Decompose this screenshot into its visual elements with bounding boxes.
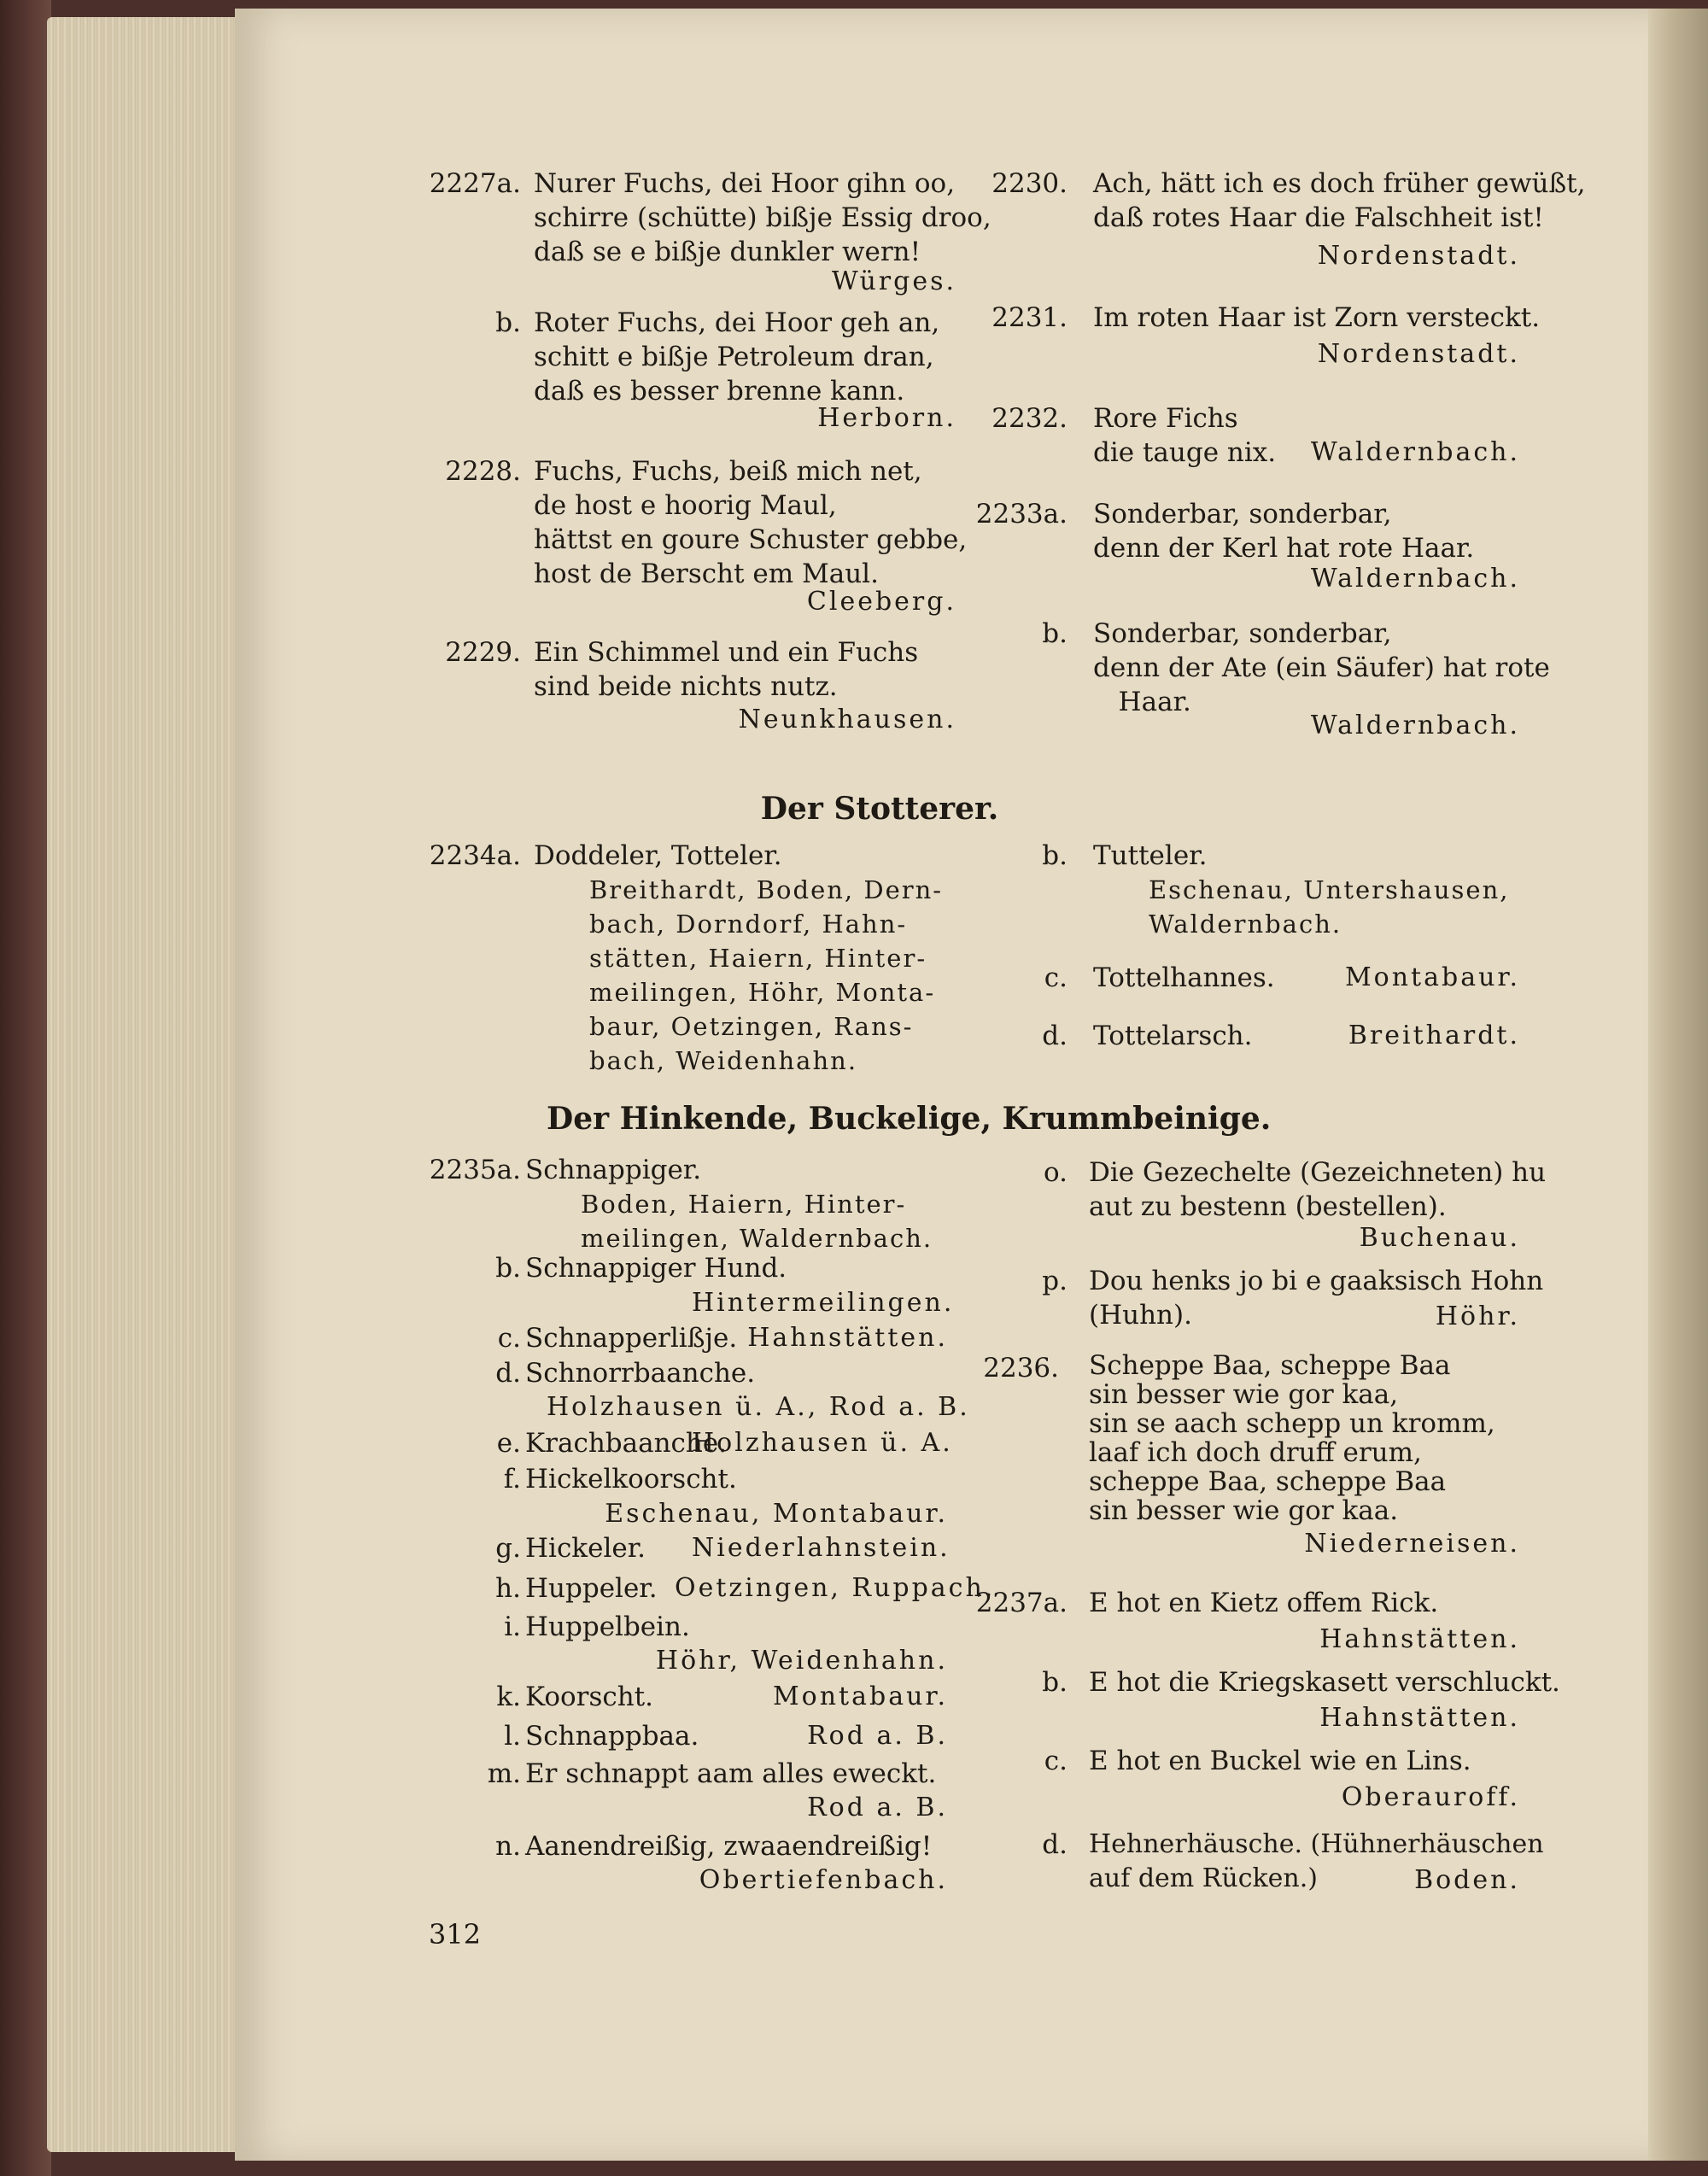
entry-text: E hot die Kriegskasett verschluckt. [1089, 1667, 1560, 1698]
entry-text: Im roten Haar ist Zorn versteckt. [1093, 302, 1541, 333]
entry-place: Holzhausen ü. A., Rod a. B. [547, 1392, 970, 1422]
entry-text: Tottelarsch. [1093, 1021, 1253, 1051]
entry-place: Herborn. [817, 403, 956, 433]
entry-text: Nurer Fuchs, dei Hoor gihn oo, schirre (schütte) bißje Essig droo, daß se e bißje dunkler wern! [534, 168, 991, 267]
entry-number: b. [495, 1253, 521, 1284]
entry-number: 2228. [445, 456, 521, 487]
entry-place: Hahnstätten. [1319, 1703, 1520, 1733]
entry-place: Waldernbach. [1310, 564, 1520, 594]
entry-text: Schnorrbaanche. [525, 1358, 756, 1389]
entry-number: 2227a. [429, 168, 521, 199]
entry-text: Tottelhannes. [1093, 962, 1275, 993]
entry-text: Huppelbein. [525, 1612, 690, 1642]
entry-place: Höhr, Weidenhahn. [655, 1646, 948, 1676]
entry-place: Hahnstätten. [1319, 1624, 1520, 1654]
entry-place: Breithardt. [1348, 1021, 1520, 1050]
entry-places: Boden, Haiern, Hinter- meilingen, Waldernbach. [581, 1190, 933, 1253]
entry-place: Neunkhausen. [738, 705, 956, 734]
entry-places: Eschenau, Untershausen, Waldernbach. [1149, 875, 1510, 939]
entry-text: Hehnerhäusche. (Hühnerhäuschen auf dem Rücken.) [1089, 1829, 1544, 1893]
entry-text: Ein Schimmel und ein Fuchs sind beide nichts nutz. [534, 637, 919, 702]
entry-number: 2235a. [429, 1155, 521, 1185]
entry-place: Oetzingen, Ruppach. [675, 1573, 996, 1603]
entry-text: Huppeler. [525, 1573, 658, 1604]
entry-number: 2230. [991, 168, 1068, 199]
entry-text: Roter Fuchs, dei Hoor geh an, schitt e bißje Petroleum dran, daß es besser brenne kann. [534, 307, 940, 407]
entry-number: d. [495, 1358, 521, 1389]
entry-place: Rod a. B. [807, 1721, 948, 1751]
entry-place: Niederlahnstein. [692, 1533, 951, 1563]
entry-number: i. [504, 1612, 521, 1642]
entry-text: Koorscht. [525, 1682, 654, 1712]
entry-number: 2231. [991, 302, 1068, 333]
entry-place: Würges. [831, 266, 956, 296]
page-number: 312 [429, 1918, 482, 1951]
entry-text: Hickeler. [525, 1533, 646, 1564]
page-stack [47, 17, 243, 2152]
entry-place: Buchenau. [1359, 1223, 1520, 1253]
entry-text: Krachbaanche. [525, 1428, 728, 1459]
entry-place: Niederneisen. [1304, 1529, 1520, 1559]
entry-places: Breithardt, Boden, Dern- bach, Dorndorf, Hahn- stätten, Haiern, Hinter- meilingen, Höhr, Monta- baur, Oetzingen, Rans- bach, Weidenhahn. [589, 875, 944, 1075]
entry-number: k. [496, 1682, 521, 1712]
entry-number: 2229. [445, 637, 521, 668]
entry-number: b. [495, 307, 521, 338]
entry-number: c. [497, 1323, 521, 1354]
entry-number: l. [504, 1721, 521, 1752]
book-gutter [1648, 9, 1708, 2161]
entry-place: Nordenstadt. [1317, 339, 1520, 369]
entry-text: Schnappiger. [525, 1155, 702, 1185]
entry-number: 2232. [991, 403, 1068, 434]
section-heading-stotterer: Der Stotterer. [760, 791, 999, 827]
entry-text: Hickelkoorscht. [525, 1464, 737, 1495]
entry-text: Rore Fichs die tauge nix. [1093, 403, 1277, 468]
entry-number: 2236. [983, 1353, 1059, 1383]
entry-place: Oberauroff. [1341, 1782, 1520, 1812]
entry-number: b. [1042, 840, 1068, 871]
entry-number: b. [1042, 1667, 1068, 1698]
entry-number: b. [1042, 618, 1068, 649]
section-heading-hinkende: Der Hinkende, Buckelige, Krummbeinige. [547, 1101, 1272, 1137]
entry-text: E hot en Buckel wie en Lins. [1089, 1746, 1471, 1776]
entry-text: Scheppe Baa, scheppe Baa sin besser wie gor kaa, sin se aach schepp un kromm, laaf ich doch druff erum, scheppe Baa, scheppe Baa sin besser wie gor kaa. [1089, 1350, 1495, 1526]
entry-text: Sonderbar, sonderbar, denn der Ate (ein Säufer) hat rote Haar. [1093, 618, 1550, 717]
entry-text: Sonderbar, sonderbar, denn der Kerl hat rote Haar. [1093, 499, 1475, 564]
entry-text: Ach, hätt ich es doch früher gewüßt, daß rotes Haar die Falschheit ist! [1093, 168, 1586, 233]
entry-place: Waldernbach. [1310, 437, 1520, 467]
entry-place: Montabaur. [772, 1682, 948, 1711]
entry-number: n. [495, 1831, 521, 1862]
entry-place: Waldernbach. [1310, 711, 1520, 740]
entry-number: 2233a. [975, 499, 1068, 529]
entry-number: e. [496, 1428, 521, 1459]
entry-number: c. [1044, 962, 1068, 993]
entry-text: Schnapperlißje. [525, 1323, 738, 1354]
book-cover-edge [0, 0, 51, 2176]
entry-place: Hintermeilingen. [692, 1288, 955, 1318]
entry-number: 2237a. [975, 1588, 1068, 1618]
entry-place: Montabaur. [1344, 962, 1520, 992]
entry-text: Die Gezechelte (Gezeichneten) hu aut zu bestenn (bestellen). [1089, 1157, 1547, 1222]
entry-number: m. [487, 1758, 521, 1789]
entry-text: Er schnappt aam alles eweckt. [525, 1758, 937, 1789]
entry-number: o. [1044, 1157, 1068, 1188]
entry-number: c. [1044, 1746, 1068, 1776]
entry-text: Schnappbaa. [525, 1721, 699, 1752]
entry-text: Fuchs, Fuchs, beiß mich net, de host e hoorig Maul, hättst en goure Schuster gebbe, host de Berscht em Maul. [534, 456, 968, 589]
entry-text: Schnappiger Hund. [525, 1253, 787, 1284]
entry-number: p. [1042, 1266, 1068, 1296]
entry-text: Doddeler, Totteler. [534, 840, 782, 871]
entry-place: Höhr. [1435, 1302, 1520, 1331]
entry-place: Nordenstadt. [1317, 241, 1520, 271]
entry-place: Boden. [1414, 1865, 1520, 1895]
entry-number: d. [1042, 1021, 1068, 1051]
entry-place: Cleeberg. [806, 587, 956, 617]
entry-place: Hahnstätten. [747, 1323, 948, 1353]
entry-number: d. [1042, 1829, 1068, 1860]
entry-number: h. [495, 1573, 521, 1604]
entry-place: Rod a. B. [807, 1793, 948, 1822]
entry-place: Eschenau, Montabaur. [605, 1499, 948, 1529]
entry-text: E hot en Kietz offem Rick. [1089, 1588, 1439, 1618]
entry-number: g. [495, 1533, 521, 1564]
entry-text: Aanendreißig, zwaaendreißig! [525, 1831, 933, 1862]
entry-place: Obertiefenbach. [699, 1865, 948, 1895]
entry-number: 2234a. [429, 840, 521, 871]
entry-text: Tutteler. [1093, 840, 1208, 871]
entry-text: Dou henks jo bi e gaaksisch Hohn (Huhn). [1089, 1266, 1544, 1331]
entry-place: Holzhausen ü. A. [692, 1428, 953, 1458]
entry-number: f. [503, 1464, 521, 1495]
